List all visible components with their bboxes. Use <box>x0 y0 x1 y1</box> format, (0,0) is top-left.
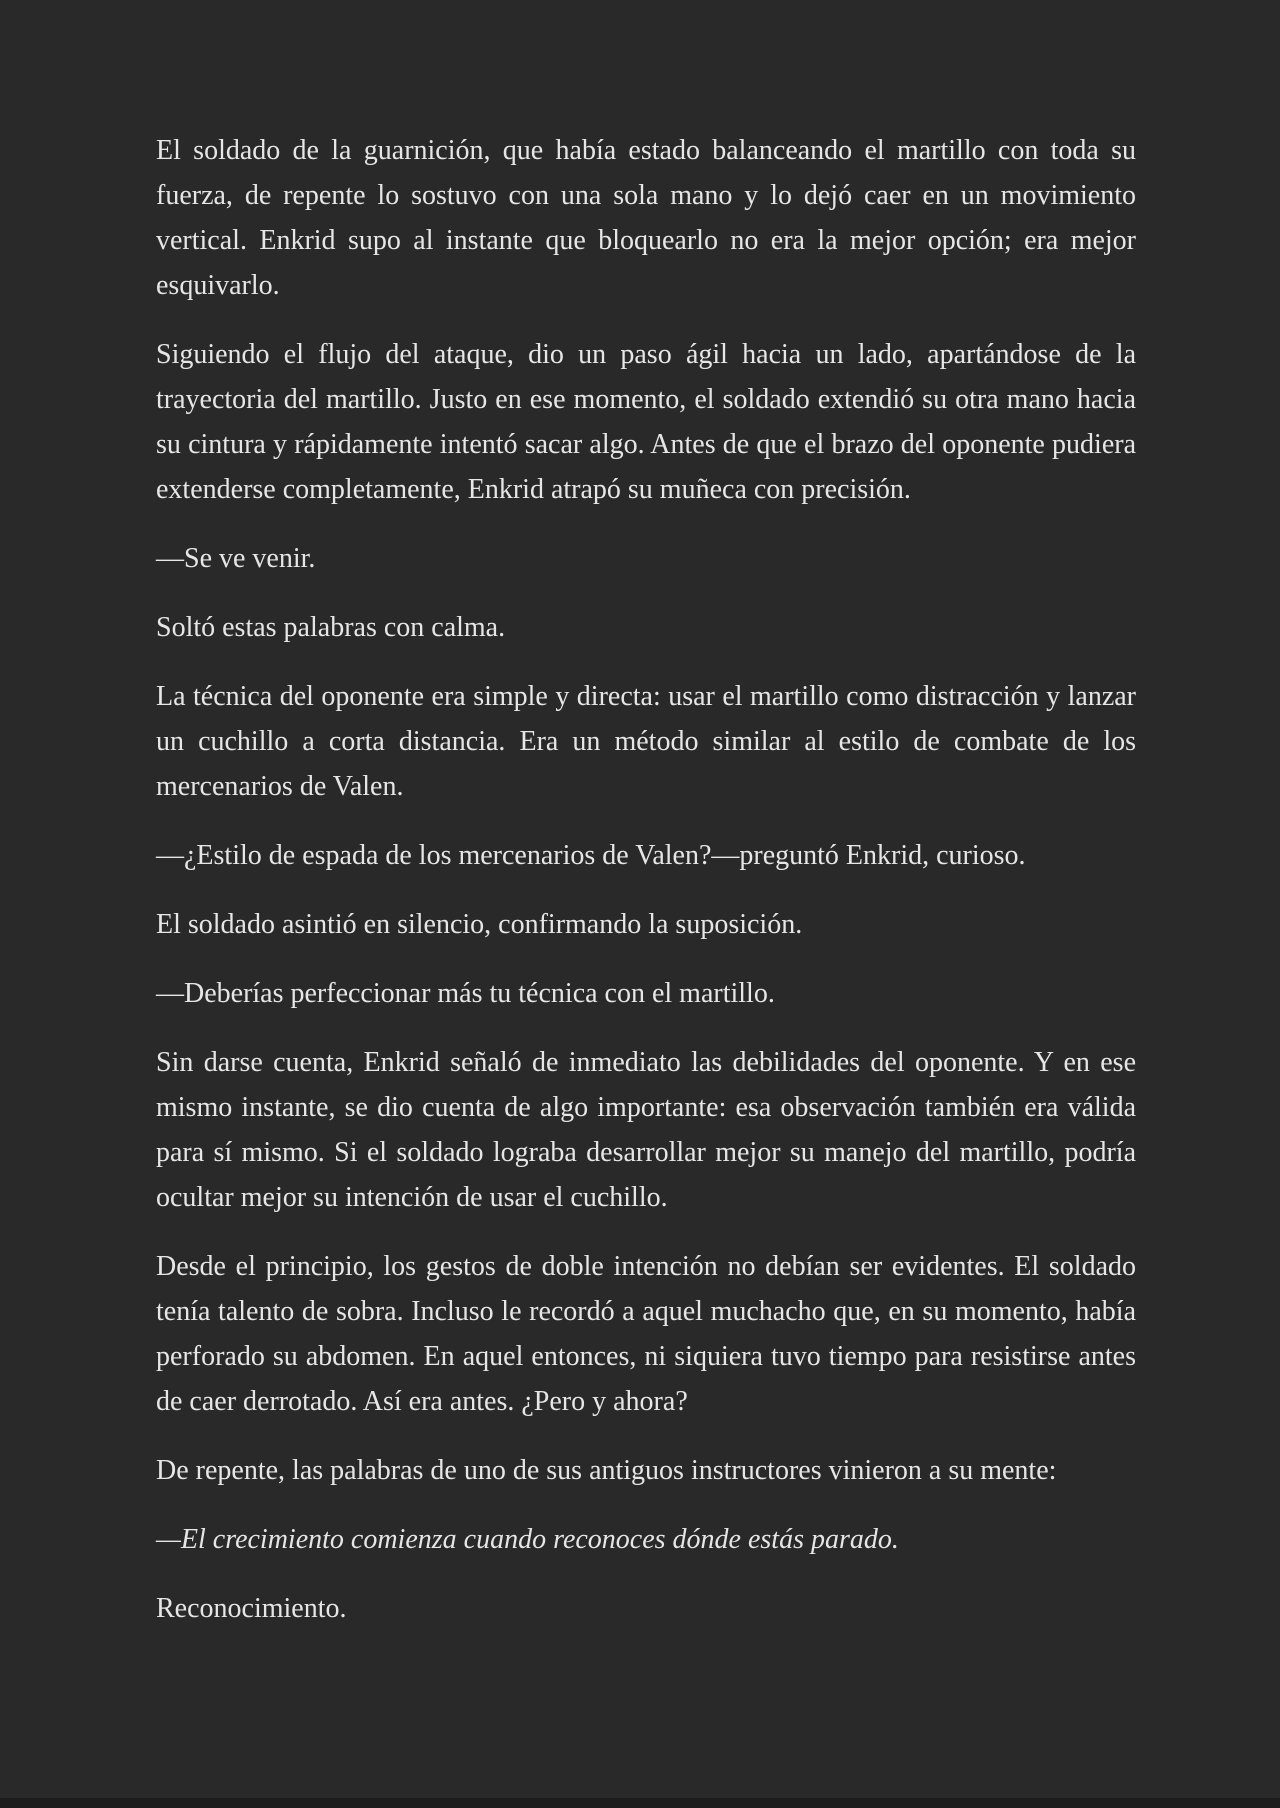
paragraph: Reconocimiento. <box>156 1593 347 1624</box>
paragraph: Sin darse cuenta, Enkrid señaló de inmediato las debilidades del oponente. Y en ese mismo instante, se dio cuenta de algo importante: esa observación también era válida para sí mismo. Si el soldado lograba desarrollar mejor su manejo del martillo, podría ocultar mejor su intención de usar el cuchillo. <box>156 1047 1136 1213</box>
paragraph: Desde el principio, los gestos de doble intención no debían ser evidentes. El soldado tenía talento de sobra. Incluso le recordó a aquel muchacho que, en su momento, había perforado su abdomen. En aquel entonces, ni siquiera tuvo tiempo para resistirse antes de caer derrotado. Así era antes. ¿Pero y ahora? <box>156 1251 1136 1417</box>
paragraph: De repente, las palabras de uno de sus antiguos instructores vinieron a su mente: <box>156 1455 1057 1486</box>
dialogue-line: —Se ve venir. <box>156 543 316 574</box>
paragraph: Siguiendo el flujo del ataque, dio un paso ágil hacia un lado, apartándose de la trayectoria del martillo. Justo en ese momento, el soldado extendió su otra mano hacia su cintura y rápidamente intentó sacar algo. Antes de que el brazo del oponente pudiera extenderse completamente, Enkrid atrapó su muñeca con precisión. <box>156 339 1136 505</box>
paragraph: La técnica del oponente era simple y directa: usar el martillo como distracción y lanzar un cuchillo a corta distancia. Era un método similar al estilo de combate de los mercenarios de Valen. <box>156 681 1136 802</box>
paragraph: El soldado asintió en silencio, confirmando la suposición. <box>156 909 803 940</box>
instructor-quote: —El crecimiento comienza cuando reconoces dónde estás parado. <box>156 1524 899 1555</box>
paragraph: El soldado de la guarnición, que había estado balanceando el martillo con toda su fuerza, de repente lo sostuvo con una sola mano y lo dejó caer en un movimiento vertical. Enkrid supo al instante que bloquearlo no era la mejor opción; era mejor esquivarlo. <box>156 135 1136 301</box>
dialogue-line: —Deberías perfeccionar más tu técnica con el martillo. <box>156 978 775 1009</box>
bottom-edge-bar <box>0 1798 1280 1808</box>
dialogue-line: —¿Estilo de espada de los mercenarios de Valen?—preguntó Enkrid, curioso. <box>156 840 1026 871</box>
paragraph: Soltó estas palabras con calma. <box>156 612 506 643</box>
